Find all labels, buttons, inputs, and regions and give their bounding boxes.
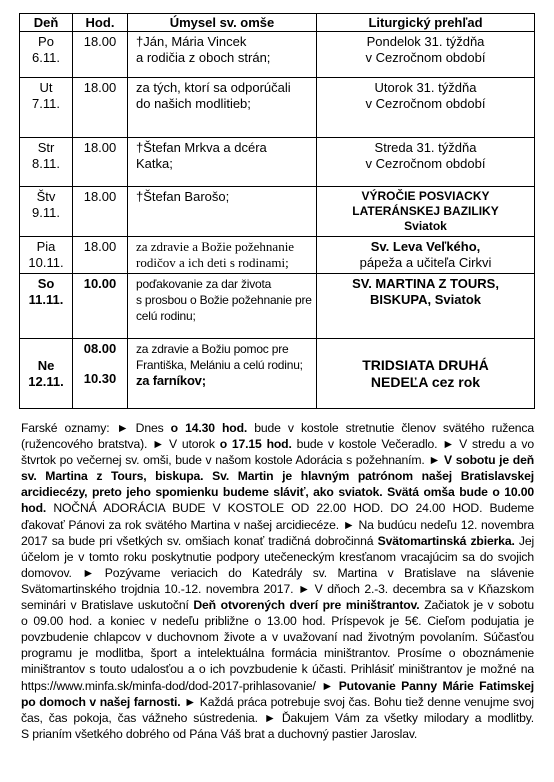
liturgy-line: TRIDSIATA DRUHÁ	[362, 356, 489, 373]
day-name: Po	[38, 34, 54, 49]
announcement-line	[21, 565, 534, 581]
liturgy-line: BISKUPA, Sviatok	[369, 292, 481, 307]
time-cell	[73, 78, 128, 138]
day-date: 7.11.	[32, 96, 60, 111]
liturgy-line: VÝROČIE POSVIACKY	[361, 189, 490, 203]
announcement-text: seminári v Bratislave uskutoční	[21, 598, 194, 613]
day-date: 11.11.	[28, 292, 64, 307]
announcement-text: povzbudenie chlapcov v duchovnom živote a v uvažovaní nad životným povolaním. Súčasťou	[21, 630, 534, 645]
time-cell	[73, 32, 128, 78]
mass-time: 10.00	[83, 276, 117, 291]
liturgy-cell	[317, 237, 535, 274]
intention-cell	[128, 32, 317, 78]
table-row	[20, 78, 535, 138]
time-cell	[73, 187, 128, 237]
table-header-row	[20, 14, 535, 32]
announcement-text: čas, čas pokoja, čas vážneho sústredenia. ► Ďakujem Vám za všetky milodary a modlitby.	[21, 710, 534, 725]
liturgy-cell	[317, 138, 535, 187]
header-day: Deň	[20, 14, 73, 32]
liturgy-line: v Cezročnom období	[365, 50, 486, 65]
announcement-line	[21, 533, 534, 549]
mass-schedule-table	[19, 13, 535, 409]
announcement-text: NOČNÁ ADORÁCIA BUDE V KOSTOLE OD 22.00 HOD. DO 24.00 HOD. Budeme	[46, 501, 534, 516]
mass-time: 18.00	[83, 239, 117, 254]
announcement-line	[21, 500, 534, 516]
parish-announcements	[21, 420, 534, 742]
announcement-line	[21, 484, 534, 500]
announcement-bold-text: Putovanie Panny Márie Fatimskej	[338, 678, 534, 693]
announcement-text: ďakovať Pánovi za rok svätého Martina v našej arcidiecéze. ► Na budúcu nedeľu 12. novembra	[21, 517, 534, 532]
table-row	[20, 339, 535, 409]
time-cell	[73, 237, 128, 274]
intention-cell	[128, 187, 317, 237]
announcement-bold-text: o 14.30 hod.	[170, 421, 248, 435]
announcement-line	[21, 468, 534, 484]
intention-line: †Štefan Mrkva a dcéra	[136, 140, 267, 155]
announcement-bold-text: o 17.15 hod.	[219, 437, 292, 452]
day-date: 10.11.	[28, 255, 64, 270]
announcement-text: programu je modlitba, šport a intelektuálna formácia miništrantov. Prosíme o oboznámenie	[21, 646, 534, 661]
liturgy-line: v Cezročnom období	[365, 156, 486, 171]
mass-time: 08.00	[83, 341, 117, 356]
announcement-text: https://www.minfa.sk/minfa-dod/dod-2017-prihlasovanie/ ►	[21, 678, 339, 693]
day-cell	[20, 138, 73, 187]
announcement-line	[21, 661, 534, 677]
day-name: Str	[37, 140, 55, 155]
table-row	[20, 187, 535, 237]
liturgy-cell	[317, 339, 535, 409]
announcement-line	[21, 549, 534, 565]
announcement-text: štvrtok po večernej sv. omši, bude v našom kostole Adorácia s požehnaním. ►	[21, 453, 444, 468]
liturgy-line: SV. MARTINA Z TOURS,	[352, 276, 499, 291]
liturgy-cell	[317, 187, 535, 237]
liturgy-line: Pondelok 31. týždňa	[366, 34, 485, 49]
time-cell	[73, 339, 128, 409]
header-time: Hod.	[73, 14, 128, 32]
day-cell	[20, 187, 73, 237]
intention-line: za zdravie a Božie požehnanie	[136, 239, 295, 254]
time-cell	[73, 138, 128, 187]
announcement-line	[21, 581, 534, 597]
announcement-text: domovov. ► Pozývame veriacich do Katedrály sv. Martina v Bratislave na slávenie	[21, 565, 534, 580]
announcement-bold-text: sv. Martina z Tours, biskupa. Sv. Martin je hlavným patrónom našej Bratislavskej	[21, 469, 534, 484]
day-cell	[20, 274, 73, 339]
table-row	[20, 138, 535, 187]
announcement-bold-text: Svätomartinská zbierka.	[377, 533, 515, 548]
day-cell	[20, 237, 73, 274]
intention-line: za tých, ktorí sa odporúčali	[136, 80, 291, 95]
announcement-text: ► Každá práca potrebuje svoj čas. Bohu tiež denne venujme svoj	[180, 694, 534, 709]
mass-time: 10.30	[83, 371, 117, 386]
announcement-bold-text: V sobotu je deň	[443, 453, 534, 468]
announcement-text: Farské oznamy: ► Dnes	[21, 421, 171, 435]
announcement-line	[21, 436, 534, 452]
mass-time: 18.00	[83, 34, 117, 49]
announcement-line	[21, 710, 534, 726]
intention-cell	[128, 237, 317, 274]
announcement-line	[21, 726, 534, 742]
liturgy-line: v Cezročnom období	[365, 96, 486, 111]
announcement-text: bude v kostole stretnutie členov svätého ruženca	[247, 421, 534, 435]
intention-line: poďakovanie za dar života	[136, 277, 272, 291]
intention-line: s prosbou o Božie požehnanie pre	[136, 293, 312, 307]
liturgy-cell	[317, 78, 535, 138]
day-name: So	[37, 276, 55, 291]
announcement-text: bude v kostole Večeradlo. ► V stredu a vo	[291, 437, 534, 452]
intention-line: za farníkov;	[136, 373, 206, 388]
intention-cell	[128, 339, 317, 409]
intention-line: a rodičia z oboch strán;	[136, 50, 271, 65]
intention-line: celú rodinu;	[136, 309, 196, 323]
day-name: Pia	[36, 239, 56, 254]
liturgy-line: Sviatok	[404, 219, 447, 233]
liturgy-line: pápeža a učiteľa Cirkvi	[359, 255, 492, 270]
liturgy-line: NEDEĽA cez rok	[370, 373, 481, 390]
announcement-line	[21, 452, 534, 468]
table-row	[20, 274, 535, 339]
announcement-text: 2017 sa bude pri všetkých sv. omšiach konať tradičná dobročinná	[21, 533, 378, 548]
mass-time: 18.00	[83, 80, 117, 95]
announcement-text: Začiatok je v sobotu	[419, 598, 534, 613]
announcement-text: Svätomartinského trojdnia 10.-12. novembra 2017. ► V dňoch 2.-3. decembra sa v Kňazskom	[21, 581, 534, 596]
announcement-text: účelom je v tomto roku poskytnutie podpory utečeneckým kresťanom vracajúcim sa do svojich	[21, 549, 534, 564]
announcement-line	[21, 420, 534, 436]
header-intention: Úmysel sv. omše	[128, 14, 317, 32]
intention-line: rodičov a ich deti s rodinami;	[136, 255, 289, 270]
mass-time: 18.00	[83, 140, 117, 155]
intention-line: Františka, Melániu a celú rodinu;	[136, 358, 303, 372]
table-row	[20, 237, 535, 274]
announcement-bold-text: Deň otvorených dverí pre miništrantov.	[193, 598, 420, 613]
liturgy-line: Sv. Leva Veľkého,	[370, 239, 481, 254]
announcement-text: o 09.00 hod. a koniec v nedeľu približne o 13.00 hod. Príspevok je 5€. Cieľom podujatia je	[21, 614, 534, 629]
liturgy-cell	[317, 32, 535, 78]
day-date: 9.11.	[32, 205, 60, 220]
announcement-line	[21, 678, 534, 694]
announcement-bold-text: po domoch v našej farnosti.	[21, 694, 181, 709]
header-liturgy: Liturgický prehľad	[317, 14, 535, 32]
day-date: 12.11.	[28, 373, 64, 389]
day-cell	[20, 339, 73, 409]
announcement-line	[21, 629, 534, 645]
intention-cell	[128, 78, 317, 138]
liturgy-line: Utorok 31. týždňa	[374, 80, 477, 95]
day-cell	[20, 78, 73, 138]
liturgy-line: LATERÁNSKEJ BAZILIKY	[352, 204, 499, 218]
intention-cell	[128, 138, 317, 187]
liturgy-line: Streda 31. týždňa	[374, 140, 477, 155]
intention-line: za zdravie a Božiu pomoc pre	[136, 342, 289, 356]
announcement-line	[21, 645, 534, 661]
announcement-line	[21, 597, 534, 613]
day-name: Ne	[37, 357, 55, 373]
announcement-line	[21, 517, 534, 533]
announcement-text: (ružencového bratstva). ► V utorok	[21, 437, 220, 452]
mass-time: 18.00	[83, 189, 117, 204]
announcement-bold-text: arcidiecézy, preto jeho spomienku budeme sláviť, ako sviatok. Svätá omša bude o 10.00	[21, 485, 534, 500]
day-name: Ut	[39, 80, 53, 95]
intention-cell	[128, 274, 317, 339]
announcement-text: miništrantov s touto udalosťou a o ich povzbudenie k účasti. Prihlásiť miništrantov je možné na	[21, 662, 534, 677]
intention-line: †Štefan Barošo;	[136, 189, 230, 204]
table-row	[20, 32, 535, 78]
intention-line: †Ján, Mária Vincek	[136, 34, 247, 49]
day-date: 6.11.	[32, 50, 60, 65]
announcement-line	[21, 613, 534, 629]
day-date: 8.11.	[32, 156, 60, 171]
announcement-line	[21, 694, 534, 710]
day-name: Štv	[36, 189, 56, 204]
time-cell	[73, 274, 128, 339]
intention-line: do našich modlitieb;	[136, 96, 251, 111]
announcement-text: S prianím všetkého dobrého od Pána Váš brat a duchovný pastier Jaroslav.	[21, 726, 418, 741]
liturgy-cell	[317, 274, 535, 339]
day-cell	[20, 32, 73, 78]
announcement-text: Jej	[514, 533, 535, 548]
announcement-bold-text: hod.	[21, 501, 47, 516]
intention-line: Katka;	[136, 156, 173, 171]
